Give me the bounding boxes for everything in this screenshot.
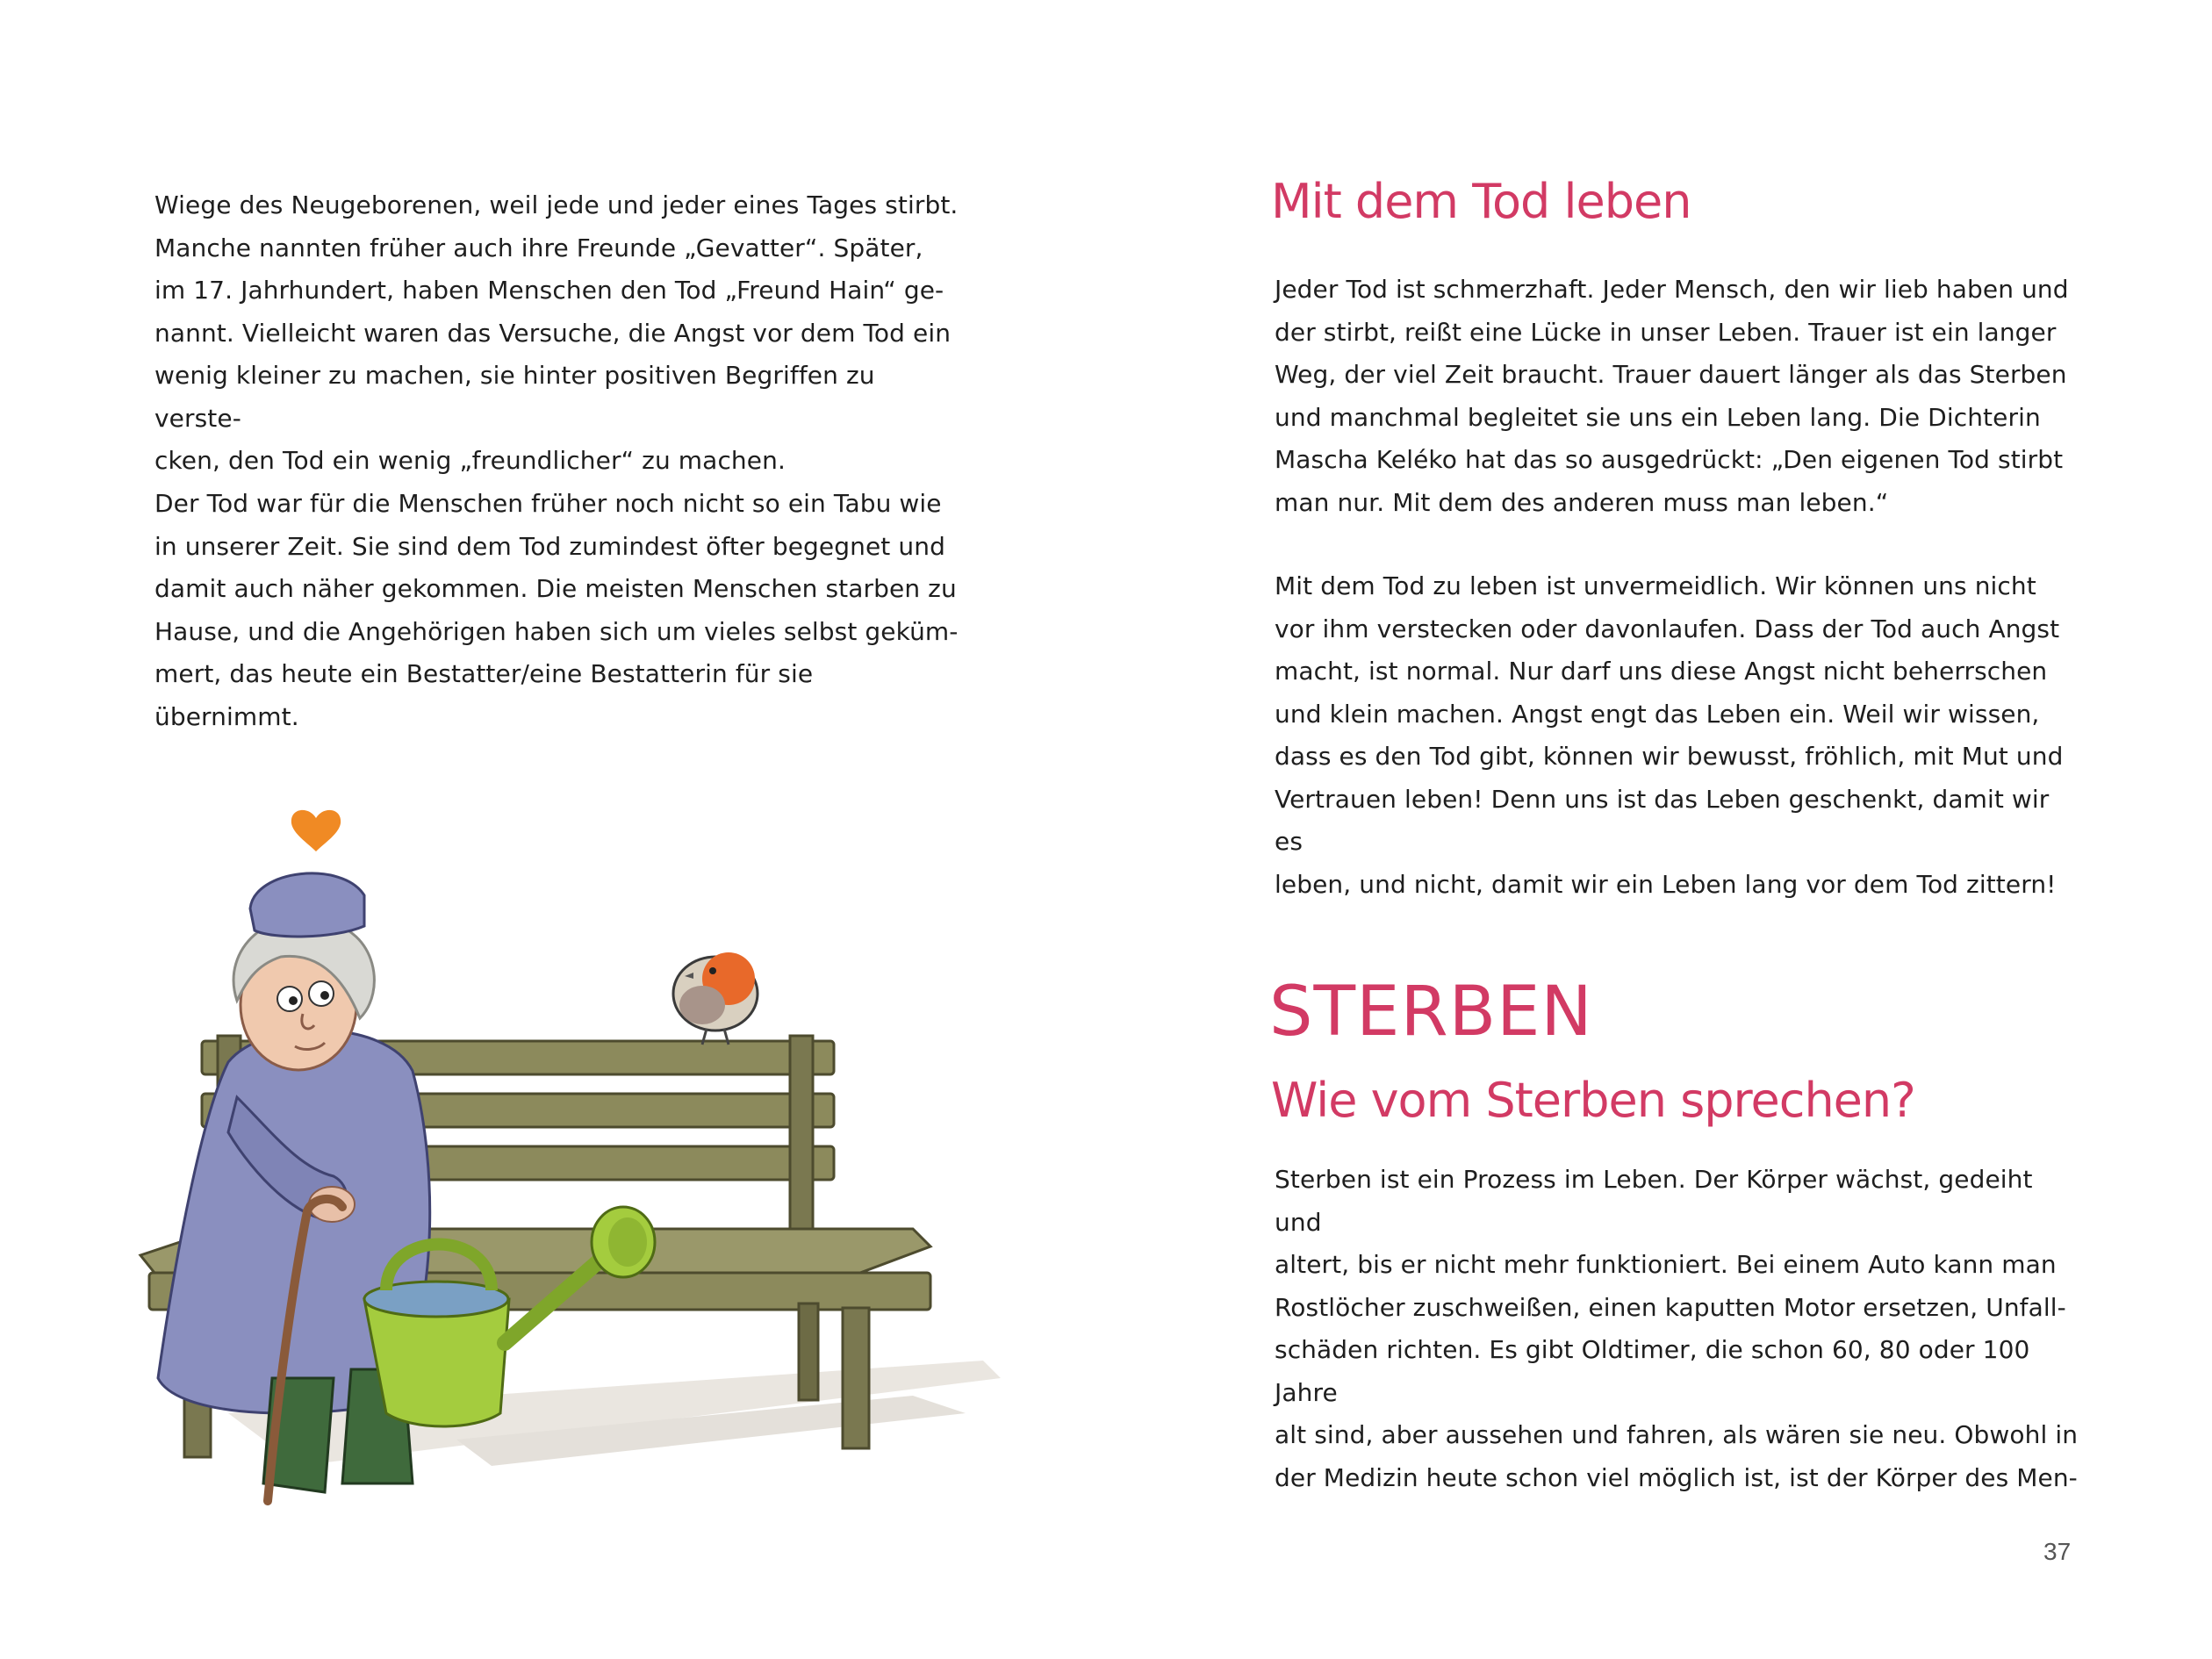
right-paragraph-2: Mit dem Tod zu leben ist unvermeidlich. Wir können uns nicht vor ihm verstecken oder davonlaufen. Dass der Tod auch Angst macht, ist normal. Nur darf uns diese Angst nicht beherrschen und klein machen. Angst engt das Leben ein. Weil wir wissen, dass es den Tod gibt, können wir bewusst, fröhlich, mit Mut und Vertrauen leben! Denn uns ist das Leben geschenkt, damit wir es leben, und nicht, damit wir ein Leben lang vor dem Tod zittern! xyxy=(1275,571,2064,899)
robin-bird xyxy=(673,952,758,1045)
right-paragraph-3: Sterben ist ein Prozess im Leben. Der Körper wächst, gedeiht und altert, bis er nicht mehr funktioniert. Bei einem Auto kann man Rostlöcher zuschweißen, einen kaputten Motor ersetzen, Unfall- schäden richten. Es gibt Oldtimer, die schon 60, 80 oder 100 Jahre alt sind, aber aussehen und fahren, als wären sie neu. Obwohl in der Medizin heute schon viel möglich ist, ist der Körper des Men- xyxy=(1275,1165,2079,1492)
right-paragraph-1: Jeder Tod ist schmerzhaft. Jeder Mensch, den wir lieb haben und der stirbt, reißt eine Lücke in unser Leben. Trauer ist ein langer Weg, der viel Zeit braucht. Trauer dauert länger als das Sterben und manchmal begleitet sie uns ein Leben lang. Die Dichterin Mascha Keléko hat das so ausgedrückt: „Den eigenen Tod stirbt man nur. Mit dem des anderen muss man leben.“ xyxy=(1275,275,2069,517)
illustration-woman-on-bench xyxy=(123,799,1018,1519)
heart-icon xyxy=(291,810,341,851)
heading-mit-dem-tod-leben: Mit dem Tod leben xyxy=(1271,174,1691,229)
subheading-wie-vom-sterben-sprechen: Wie vom Sterben sprechen? xyxy=(1271,1073,1915,1128)
section-title-sterben: STERBEN xyxy=(1269,973,1593,1052)
left-paragraph-1: Wiege des Neugeborenen, weil jede und jeder eines Tages stirbt. Manche nannten früher auch ihre Freunde „Gevatter“. Später, im 17. Jahrhundert, haben Menschen den Tod „Freund Hain“ ge- nannt. Vielleicht waren das Versuche, die Angst vor dem Tod ein wenig kleiner zu machen, sie hinter positiven Begriffen zu verste- cken, den Tod ein wenig „freundlicher“ zu machen. xyxy=(154,190,959,475)
page-number: 37 xyxy=(2043,1538,2072,1565)
left-paragraph-2: Der Tod war für die Menschen früher noch nicht so ein Tabu wie in unserer Zeit. Sie sind dem Tod zumindest öfter begegnet und damit auch näher gekommen. Die meisten Menschen starben zu Hause, und die Angehörigen haben sich um vieles selbst geküm- mert, das heute ein Bestatter/eine Bestatterin für sie übernimmt. xyxy=(154,489,959,731)
